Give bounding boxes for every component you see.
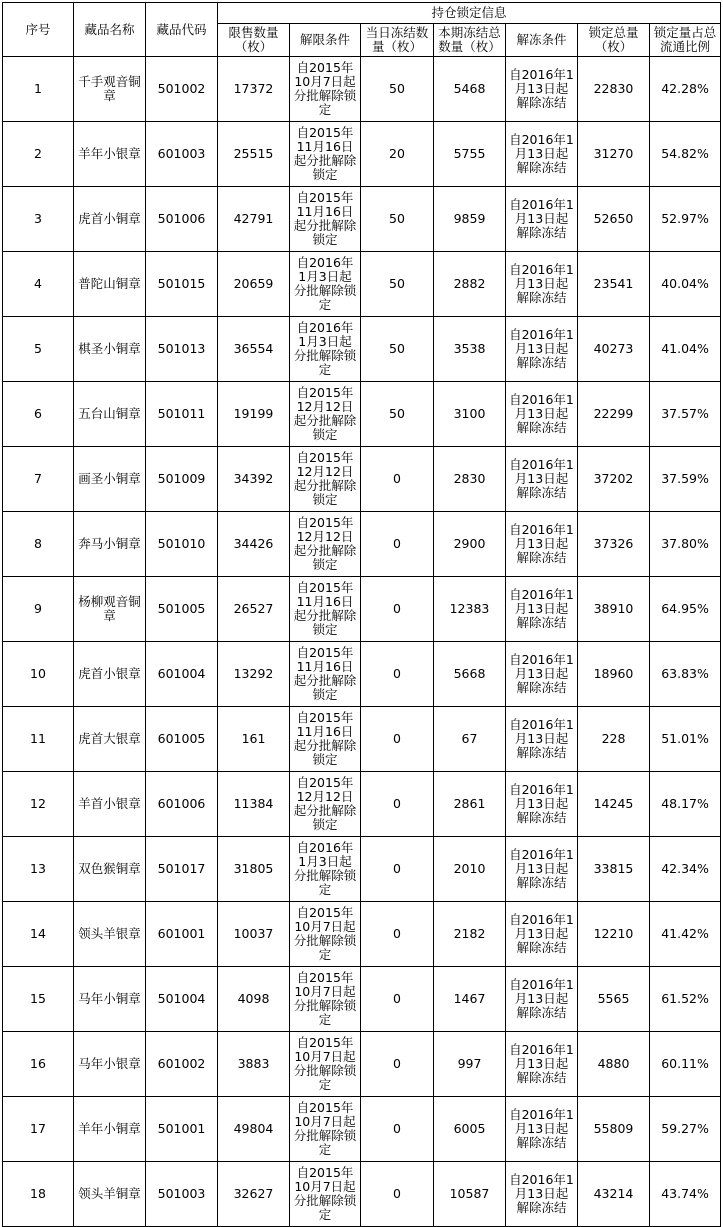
cell-item-name: 虎首小银章 [74,642,146,707]
cell-lock-ratio: 37.57% [650,382,721,447]
cell-lock-total-qty: 40273 [578,317,650,382]
cell-period-frozen-total-qty: 3100 [434,382,506,447]
cell-index: 4 [3,252,74,317]
table-row [3,1162,721,1227]
cell-unlock-condition: 自2015年12月12日起分批解除锁定 [290,512,361,577]
cell-period-frozen-total-qty: 5668 [434,642,506,707]
cell-unlock-condition: 自2015年12月12日起分批解除锁定 [290,382,361,447]
cell-lock-ratio: 52.97% [650,187,721,252]
cell-limited-sale-qty: 34426 [218,512,290,577]
cell-item-name: 马年小铜章 [74,967,146,1032]
cell-lock-ratio: 48.17% [650,772,721,837]
cell-item-name: 双色猴铜章 [74,837,146,902]
cell-period-frozen-total-qty: 2010 [434,837,506,902]
cell-period-frozen-total-qty: 2182 [434,902,506,967]
cell-item-name: 五台山铜章 [74,382,146,447]
table-row [3,577,721,642]
cell-item-code: 601006 [146,772,218,837]
cell-period-frozen-total-qty: 2882 [434,252,506,317]
cell-unfreeze-condition: 自2016年1月13日起解除冻结 [506,252,578,317]
cell-lock-total-qty: 22299 [578,382,650,447]
cell-index: 1 [3,57,74,122]
cell-lock-total-qty: 4880 [578,1032,650,1097]
cell-daily-frozen-qty: 0 [361,837,434,902]
cell-limited-sale-qty: 13292 [218,642,290,707]
cell-index: 3 [3,187,74,252]
cell-item-code: 501015 [146,252,218,317]
table-row [3,187,721,252]
cell-lock-ratio: 40.04% [650,252,721,317]
cell-period-frozen-total-qty: 1467 [434,967,506,1032]
cell-unfreeze-condition: 自2016年1月13日起解除冻结 [506,707,578,772]
table-row [3,122,721,187]
cell-item-code: 501013 [146,317,218,382]
cell-daily-frozen-qty: 0 [361,512,434,577]
cell-item-name: 杨柳观音铜章 [74,577,146,642]
cell-period-frozen-total-qty: 6005 [434,1097,506,1162]
cell-item-name: 虎首大银章 [74,707,146,772]
cell-daily-frozen-qty: 50 [361,317,434,382]
cell-period-frozen-total-qty: 5468 [434,57,506,122]
cell-lock-total-qty: 12210 [578,902,650,967]
col-header-lock-ratio: 锁定量占总流通比例 [650,24,721,57]
cell-unlock-condition: 自2015年10月7日起分批解除锁定 [290,967,361,1032]
cell-lock-total-qty: 37202 [578,447,650,512]
cell-daily-frozen-qty: 0 [361,447,434,512]
cell-lock-total-qty: 31270 [578,122,650,187]
cell-unfreeze-condition: 自2016年1月13日起解除冻结 [506,1162,578,1227]
cell-daily-frozen-qty: 0 [361,967,434,1032]
table-row [3,317,721,382]
cell-index: 5 [3,317,74,382]
cell-item-name: 虎首小铜章 [74,187,146,252]
cell-period-frozen-total-qty: 2900 [434,512,506,577]
cell-unfreeze-condition: 自2016年1月13日起解除冻结 [506,837,578,902]
cell-unfreeze-condition: 自2016年1月13日起解除冻结 [506,577,578,642]
cell-lock-ratio: 42.34% [650,837,721,902]
cell-daily-frozen-qty: 0 [361,772,434,837]
cell-period-frozen-total-qty: 2861 [434,772,506,837]
cell-unlock-condition: 自2016年1月3日起分批解除锁定 [290,252,361,317]
cell-item-code: 501011 [146,382,218,447]
col-header-period-frozen-total-qty: 本期冻结总数量（枚） [434,24,506,57]
cell-lock-total-qty: 33815 [578,837,650,902]
cell-period-frozen-total-qty: 10587 [434,1162,506,1227]
cell-unfreeze-condition: 自2016年1月13日起解除冻结 [506,967,578,1032]
table-row [3,1032,721,1097]
cell-unlock-condition: 自2015年10月7日起分批解除锁定 [290,902,361,967]
cell-unfreeze-condition: 自2016年1月13日起解除冻结 [506,902,578,967]
group-header-position-lock-info: 持仓锁定信息 [218,3,721,24]
cell-index: 13 [3,837,74,902]
cell-item-code: 501010 [146,512,218,577]
cell-lock-total-qty: 43214 [578,1162,650,1227]
cell-lock-ratio: 41.04% [650,317,721,382]
cell-unfreeze-condition: 自2016年1月13日起解除冻结 [506,447,578,512]
cell-daily-frozen-qty: 20 [361,122,434,187]
cell-daily-frozen-qty: 0 [361,902,434,967]
cell-limited-sale-qty: 42791 [218,187,290,252]
cell-period-frozen-total-qty: 5755 [434,122,506,187]
cell-unfreeze-condition: 自2016年1月13日起解除冻结 [506,317,578,382]
cell-index: 2 [3,122,74,187]
cell-limited-sale-qty: 161 [218,707,290,772]
cell-item-name: 马年小银章 [74,1032,146,1097]
cell-daily-frozen-qty: 0 [361,1032,434,1097]
cell-unlock-condition: 自2015年12月12日起分批解除锁定 [290,447,361,512]
cell-unfreeze-condition: 自2016年1月13日起解除冻结 [506,122,578,187]
cell-index: 11 [3,707,74,772]
table-row [3,512,721,577]
cell-daily-frozen-qty: 50 [361,382,434,447]
cell-item-code: 501003 [146,1162,218,1227]
cell-limited-sale-qty: 19199 [218,382,290,447]
cell-lock-ratio: 41.42% [650,902,721,967]
cell-limited-sale-qty: 34392 [218,447,290,512]
cell-unlock-condition: 自2015年11月16日起分批解除锁定 [290,187,361,252]
table-row [3,772,721,837]
cell-limited-sale-qty: 49804 [218,1097,290,1162]
cell-item-name: 千手观音铜章 [74,57,146,122]
cell-unfreeze-condition: 自2016年1月13日起解除冻结 [506,382,578,447]
cell-unlock-condition: 自2015年11月16日起分批解除锁定 [290,122,361,187]
cell-limited-sale-qty: 25515 [218,122,290,187]
table-row [3,1097,721,1162]
cell-daily-frozen-qty: 0 [361,642,434,707]
col-header-unfreeze-condition: 解冻条件 [506,24,578,57]
cell-index: 7 [3,447,74,512]
cell-period-frozen-total-qty: 67 [434,707,506,772]
cell-limited-sale-qty: 10037 [218,902,290,967]
cell-index: 12 [3,772,74,837]
cell-daily-frozen-qty: 50 [361,57,434,122]
cell-limited-sale-qty: 26527 [218,577,290,642]
cell-item-code: 601004 [146,642,218,707]
cell-item-code: 501004 [146,967,218,1032]
cell-unfreeze-condition: 自2016年1月13日起解除冻结 [506,642,578,707]
cell-lock-total-qty: 23541 [578,252,650,317]
cell-unlock-condition: 自2015年11月16日起分批解除锁定 [290,577,361,642]
table-row [3,57,721,122]
table-row [3,902,721,967]
cell-lock-ratio: 37.59% [650,447,721,512]
cell-limited-sale-qty: 11384 [218,772,290,837]
table-body [3,57,721,1227]
cell-index: 18 [3,1162,74,1227]
col-header-lock-total-qty: 锁定总量（枚） [578,24,650,57]
cell-limited-sale-qty: 32627 [218,1162,290,1227]
cell-daily-frozen-qty: 0 [361,1162,434,1227]
table-row [3,252,721,317]
cell-lock-total-qty: 55809 [578,1097,650,1162]
cell-item-name: 棋圣小铜章 [74,317,146,382]
cell-lock-ratio: 59.27% [650,1097,721,1162]
cell-unfreeze-condition: 自2016年1月13日起解除冻结 [506,187,578,252]
cell-limited-sale-qty: 3883 [218,1032,290,1097]
cell-lock-ratio: 64.95% [650,577,721,642]
cell-item-name: 领头羊铜章 [74,1162,146,1227]
cell-period-frozen-total-qty: 2830 [434,447,506,512]
cell-unfreeze-condition: 自2016年1月13日起解除冻结 [506,57,578,122]
cell-unfreeze-condition: 自2016年1月13日起解除冻结 [506,772,578,837]
cell-item-name: 画圣小铜章 [74,447,146,512]
cell-index: 8 [3,512,74,577]
cell-unfreeze-condition: 自2016年1月13日起解除冻结 [506,512,578,577]
cell-limited-sale-qty: 20659 [218,252,290,317]
col-header-item-name: 藏品名称 [74,3,146,57]
table-row [3,707,721,772]
cell-lock-ratio: 42.28% [650,57,721,122]
col-header-item-code: 藏品代码 [146,3,218,57]
cell-index: 9 [3,577,74,642]
cell-index: 16 [3,1032,74,1097]
table-row [3,967,721,1032]
col-header-daily-frozen-qty: 当日冻结数量（枚） [361,24,434,57]
col-header-index: 序号 [3,3,74,57]
cell-item-code: 501001 [146,1097,218,1162]
cell-item-code: 601002 [146,1032,218,1097]
cell-daily-frozen-qty: 0 [361,1097,434,1162]
cell-item-name: 普陀山铜章 [74,252,146,317]
cell-lock-total-qty: 22830 [578,57,650,122]
cell-daily-frozen-qty: 50 [361,187,434,252]
cell-period-frozen-total-qty: 997 [434,1032,506,1097]
cell-index: 6 [3,382,74,447]
cell-limited-sale-qty: 31805 [218,837,290,902]
table-row [3,382,721,447]
header-row-group [3,3,721,24]
cell-unlock-condition: 自2015年10月7日起分批解除锁定 [290,1097,361,1162]
cell-item-code: 601003 [146,122,218,187]
cell-period-frozen-total-qty: 12383 [434,577,506,642]
cell-period-frozen-total-qty: 9859 [434,187,506,252]
cell-unlock-condition: 自2015年10月7日起分批解除锁定 [290,57,361,122]
cell-limited-sale-qty: 36554 [218,317,290,382]
cell-lock-total-qty: 37326 [578,512,650,577]
cell-lock-ratio: 61.52% [650,967,721,1032]
cell-index: 17 [3,1097,74,1162]
table-row [3,447,721,512]
table-row [3,837,721,902]
cell-item-name: 领头羊银章 [74,902,146,967]
cell-lock-ratio: 54.82% [650,122,721,187]
cell-lock-ratio: 51.01% [650,707,721,772]
cell-period-frozen-total-qty: 3538 [434,317,506,382]
cell-item-code: 601005 [146,707,218,772]
cell-lock-total-qty: 38910 [578,577,650,642]
cell-item-name: 羊年小银章 [74,122,146,187]
cell-item-name: 羊首小银章 [74,772,146,837]
cell-unlock-condition: 自2015年11月16日起分批解除锁定 [290,642,361,707]
cell-index: 10 [3,642,74,707]
cell-unlock-condition: 自2016年1月3日起分批解除锁定 [290,317,361,382]
cell-limited-sale-qty: 17372 [218,57,290,122]
cell-index: 15 [3,967,74,1032]
cell-unfreeze-condition: 自2016年1月13日起解除冻结 [506,1032,578,1097]
cell-lock-total-qty: 52650 [578,187,650,252]
cell-lock-ratio: 63.83% [650,642,721,707]
cell-daily-frozen-qty: 50 [361,252,434,317]
cell-unfreeze-condition: 自2016年1月13日起解除冻结 [506,1097,578,1162]
cell-unlock-condition: 自2015年12月12日起分批解除锁定 [290,772,361,837]
cell-daily-frozen-qty: 0 [361,577,434,642]
cell-unlock-condition: 自2015年10月7日起分批解除锁定 [290,1032,361,1097]
table-header [3,3,721,57]
cell-lock-ratio: 60.11% [650,1032,721,1097]
cell-lock-total-qty: 14245 [578,772,650,837]
cell-item-name: 奔马小铜章 [74,512,146,577]
cell-lock-total-qty: 228 [578,707,650,772]
cell-lock-ratio: 37.80% [650,512,721,577]
cell-unlock-condition: 自2015年10月7日起分批解除锁定 [290,1162,361,1227]
cell-unlock-condition: 自2016年1月3日起分批解除锁定 [290,837,361,902]
cell-item-code: 501017 [146,837,218,902]
cell-limited-sale-qty: 4098 [218,967,290,1032]
cell-index: 14 [3,902,74,967]
cell-lock-total-qty: 18960 [578,642,650,707]
cell-daily-frozen-qty: 0 [361,707,434,772]
table-row [3,642,721,707]
cell-item-code: 601001 [146,902,218,967]
cell-unlock-condition: 自2015年11月16日起分批解除锁定 [290,707,361,772]
col-header-unlock-condition: 解限条件 [290,24,361,57]
cell-item-name: 羊年小铜章 [74,1097,146,1162]
cell-lock-total-qty: 5565 [578,967,650,1032]
holdings-lock-table [2,2,721,1227]
cell-item-code: 501006 [146,187,218,252]
cell-item-code: 501005 [146,577,218,642]
col-header-limited-sale-qty: 限售数量（枚） [218,24,290,57]
cell-item-code: 501002 [146,57,218,122]
cell-item-code: 501009 [146,447,218,512]
cell-lock-ratio: 43.74% [650,1162,721,1227]
